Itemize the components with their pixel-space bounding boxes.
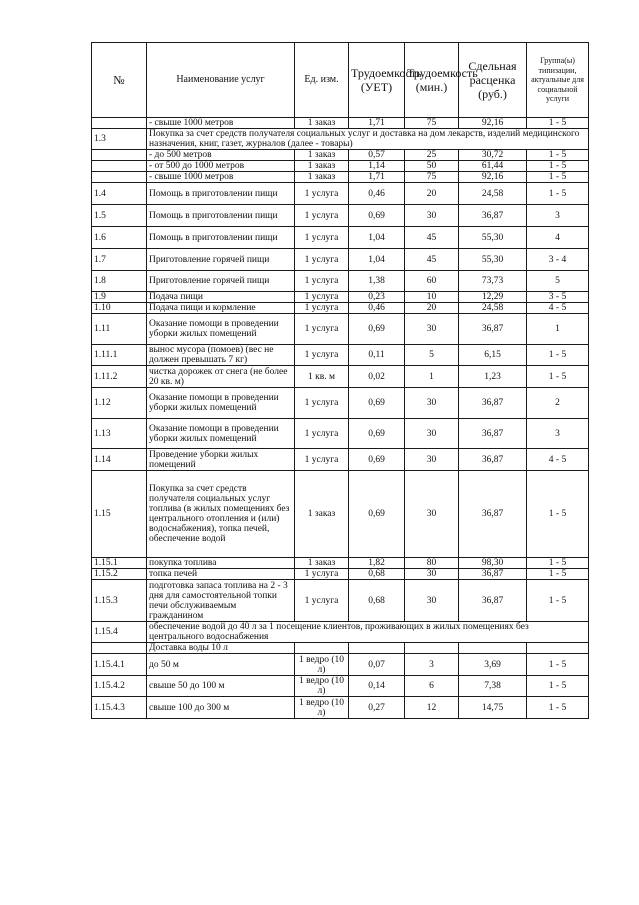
- row-unit: 1 услуга: [295, 249, 349, 271]
- row-groups: 1: [527, 314, 589, 345]
- row-service-name: Помощь в приготовлении пищи: [147, 205, 295, 227]
- row-service-name: Подача пищи и кормление: [147, 303, 295, 314]
- row-piece-rate: 14,75: [459, 697, 527, 719]
- row-service-name: - от 500 до 1000 метров: [147, 161, 295, 172]
- row-labor-uet: 0,07: [349, 654, 405, 676]
- row-service-name: Подача пищи: [147, 292, 295, 303]
- row-unit: 1 заказ: [295, 118, 349, 129]
- row-service-name: Помощь в приготовлении пищи: [147, 183, 295, 205]
- row-labor-uet: [349, 643, 405, 654]
- row-labor-uet: 0,69: [349, 471, 405, 558]
- row-groups: 1 - 5: [527, 118, 589, 129]
- table-row: [92, 580, 589, 622]
- row-labor-min: 25: [405, 150, 459, 161]
- row-piece-rate: 36,87: [459, 471, 527, 558]
- table-row: [92, 292, 589, 303]
- row-labor-uet: 1,04: [349, 249, 405, 271]
- table-row: [92, 643, 589, 654]
- table-row: [92, 129, 589, 150]
- row-labor-uet: 0,23: [349, 292, 405, 303]
- table-row: [92, 227, 589, 249]
- row-number: 1.7: [92, 249, 147, 271]
- row-unit: 1 ведро (10 л): [295, 697, 349, 719]
- row-labor-min: 12: [405, 697, 459, 719]
- row-labor-min: 75: [405, 118, 459, 129]
- row-piece-rate: 55,30: [459, 249, 527, 271]
- row-labor-uet: 1,71: [349, 118, 405, 129]
- row-groups: 1 - 5: [527, 654, 589, 676]
- row-groups: 5: [527, 271, 589, 292]
- row-groups: 1 - 5: [527, 345, 589, 366]
- row-labor-min: 30: [405, 314, 459, 345]
- row-piece-rate: 24,58: [459, 303, 527, 314]
- row-unit: 1 услуга: [295, 345, 349, 366]
- row-labor-min: 6: [405, 676, 459, 697]
- row-number: 1.12: [92, 388, 147, 419]
- row-unit: 1 услуга: [295, 227, 349, 249]
- row-groups: 1 - 5: [527, 161, 589, 172]
- table-row: [92, 558, 589, 569]
- row-groups: 1 - 5: [527, 471, 589, 558]
- row-unit: 1 заказ: [295, 471, 349, 558]
- row-groups: 1 - 5: [527, 569, 589, 580]
- row-service-name: обеспечение водой до 40 л за 1 посещение клиентов, проживающих в жилых помещениях без центрального водоснабжения: [147, 622, 589, 643]
- row-groups: 1 - 5: [527, 172, 589, 183]
- row-number: [92, 161, 147, 172]
- row-labor-min: 45: [405, 249, 459, 271]
- row-number: 1.15.4.2: [92, 676, 147, 697]
- row-labor-uet: 0,69: [349, 419, 405, 449]
- row-number: 1.3: [92, 129, 147, 150]
- row-service-name: покупка топлива: [147, 558, 295, 569]
- row-service-name: Проведение уборки жилых помещений: [147, 449, 295, 471]
- row-groups: 3: [527, 205, 589, 227]
- table-row: [92, 303, 589, 314]
- row-unit: 1 услуга: [295, 419, 349, 449]
- row-groups: 1 - 5: [527, 676, 589, 697]
- row-piece-rate: 30,72: [459, 150, 527, 161]
- row-labor-min: 75: [405, 172, 459, 183]
- row-service-name: свыше 50 до 100 м: [147, 676, 295, 697]
- row-labor-uet: 1,04: [349, 227, 405, 249]
- row-groups: 1 - 5: [527, 150, 589, 161]
- row-service-name: Доставка воды 10 л: [147, 643, 295, 654]
- table-row: [92, 622, 589, 643]
- row-service-name: до 50 м: [147, 654, 295, 676]
- row-number: [92, 118, 147, 129]
- row-number: 1.15.4: [92, 622, 147, 643]
- row-piece-rate: 55,30: [459, 227, 527, 249]
- row-service-name: - до 500 метров: [147, 150, 295, 161]
- row-labor-uet: 0,69: [349, 314, 405, 345]
- table-row: [92, 205, 589, 227]
- row-service-name: Оказание помощи в проведении уборки жилых помещений: [147, 388, 295, 419]
- row-labor-uet: 0,46: [349, 183, 405, 205]
- row-labor-min: 30: [405, 471, 459, 558]
- row-groups: 4 - 5: [527, 449, 589, 471]
- row-labor-min: 3: [405, 654, 459, 676]
- row-labor-uet: 0,69: [349, 449, 405, 471]
- row-service-name: Покупка за счет средств получателя социальных услуг и доставка на дом лекарств, изделий медицинского назначения, книг, газет, журналов (далее - товары): [147, 129, 589, 150]
- row-unit: 1 услуга: [295, 449, 349, 471]
- row-unit: 1 кв. м: [295, 366, 349, 388]
- table-row: [92, 150, 589, 161]
- row-piece-rate: 92,16: [459, 118, 527, 129]
- row-groups: 1 - 5: [527, 580, 589, 622]
- header-labor-min: Трудоемкость (мин.): [405, 43, 459, 118]
- row-labor-uet: 1,14: [349, 161, 405, 172]
- row-number: 1.14: [92, 449, 147, 471]
- row-labor-uet: 0,69: [349, 205, 405, 227]
- row-piece-rate: 6,15: [459, 345, 527, 366]
- row-labor-min: 20: [405, 183, 459, 205]
- row-piece-rate: 36,87: [459, 388, 527, 419]
- table-row: [92, 118, 589, 129]
- row-unit: 1 заказ: [295, 558, 349, 569]
- row-unit: 1 услуга: [295, 183, 349, 205]
- row-number: 1.15: [92, 471, 147, 558]
- row-piece-rate: 36,87: [459, 580, 527, 622]
- row-number: 1.8: [92, 271, 147, 292]
- row-number: 1.13: [92, 419, 147, 449]
- row-piece-rate: 24,58: [459, 183, 527, 205]
- row-number: 1.15.4.1: [92, 654, 147, 676]
- row-unit: 1 ведро (10 л): [295, 676, 349, 697]
- table-row: [92, 271, 589, 292]
- table-row: [92, 172, 589, 183]
- header-number: №: [92, 43, 147, 118]
- row-service-name: Приготовление горячей пищи: [147, 249, 295, 271]
- row-unit: 1 заказ: [295, 172, 349, 183]
- row-groups: 1 - 5: [527, 697, 589, 719]
- row-service-name: Покупка за счет средств получателя социальных услуг топлива (в жилых помещениях без центрального отопления и (или) водоснабжения), топка печей, обеспечение водой: [147, 471, 295, 558]
- header-labor-uet: Трудоемкость (УЕТ): [349, 43, 405, 118]
- row-number: [92, 643, 147, 654]
- row-piece-rate: 36,87: [459, 314, 527, 345]
- row-labor-min: 5: [405, 345, 459, 366]
- row-service-name: Приготовление горячей пищи: [147, 271, 295, 292]
- row-piece-rate: 3,69: [459, 654, 527, 676]
- row-number: 1.5: [92, 205, 147, 227]
- row-labor-min: 30: [405, 388, 459, 419]
- document-sheet: [91, 42, 588, 719]
- row-labor-uet: 0,68: [349, 580, 405, 622]
- row-unit: 1 услуга: [295, 292, 349, 303]
- row-labor-min: 1: [405, 366, 459, 388]
- row-unit: 1 заказ: [295, 161, 349, 172]
- row-groups: 2: [527, 388, 589, 419]
- row-unit: 1 услуга: [295, 205, 349, 227]
- table-header-row: [92, 43, 589, 118]
- row-labor-uet: 0,02: [349, 366, 405, 388]
- row-groups: [527, 643, 589, 654]
- table-row: [92, 345, 589, 366]
- row-service-name: топка печей: [147, 569, 295, 580]
- row-unit: 1 услуга: [295, 303, 349, 314]
- table-row: [92, 471, 589, 558]
- row-unit: 1 ведро (10 л): [295, 654, 349, 676]
- row-labor-min: 50: [405, 161, 459, 172]
- row-labor-uet: 0,69: [349, 388, 405, 419]
- row-number: [92, 172, 147, 183]
- row-labor-min: 80: [405, 558, 459, 569]
- row-number: 1.4: [92, 183, 147, 205]
- row-labor-uet: 0,68: [349, 569, 405, 580]
- row-service-name: Оказание помощи в проведении уборки жилых помещений: [147, 419, 295, 449]
- row-unit: 1 услуга: [295, 569, 349, 580]
- table-row: [92, 249, 589, 271]
- row-service-name: свыше 100 до 300 м: [147, 697, 295, 719]
- row-service-name: чистка дорожек от снега (не более 20 кв. м): [147, 366, 295, 388]
- row-piece-rate: 36,87: [459, 205, 527, 227]
- table-row: [92, 449, 589, 471]
- row-piece-rate: 92,16: [459, 172, 527, 183]
- row-service-name: Оказание помощи в проведении уборки жилых помещений: [147, 314, 295, 345]
- row-number: 1.15.3: [92, 580, 147, 622]
- header-unit: Ед. изм.: [295, 43, 349, 118]
- row-labor-min: 30: [405, 580, 459, 622]
- row-service-name: Помощь в приготовлении пищи: [147, 227, 295, 249]
- row-labor-min: 45: [405, 227, 459, 249]
- row-labor-uet: 0,11: [349, 345, 405, 366]
- row-piece-rate: 36,87: [459, 569, 527, 580]
- table-row: [92, 697, 589, 719]
- row-unit: 1 услуга: [295, 271, 349, 292]
- header-piece-rate: Сдельная расценка (руб.): [459, 43, 527, 118]
- row-labor-uet: 1,71: [349, 172, 405, 183]
- row-labor-min: 30: [405, 419, 459, 449]
- row-unit: 1 услуга: [295, 314, 349, 345]
- row-piece-rate: 1,23: [459, 366, 527, 388]
- row-groups: 1 - 5: [527, 366, 589, 388]
- row-piece-rate: 61,44: [459, 161, 527, 172]
- row-labor-min: [405, 643, 459, 654]
- row-groups: 3: [527, 419, 589, 449]
- table-row: [92, 569, 589, 580]
- row-service-name: вынос мусора (помоев) (вес не должен превышать 7 кг): [147, 345, 295, 366]
- table-row: [92, 388, 589, 419]
- table-row: [92, 676, 589, 697]
- table-row: [92, 161, 589, 172]
- header-groups: Группа(ы) типизации, актуальные для социальной услуги: [527, 43, 589, 118]
- row-number: 1.10: [92, 303, 147, 314]
- row-groups: 4: [527, 227, 589, 249]
- row-unit: [295, 643, 349, 654]
- table-row: [92, 314, 589, 345]
- row-number: 1.11.1: [92, 345, 147, 366]
- row-number: 1.11.2: [92, 366, 147, 388]
- row-number: 1.15.4.3: [92, 697, 147, 719]
- row-piece-rate: [459, 643, 527, 654]
- row-labor-min: 10: [405, 292, 459, 303]
- row-service-name: - свыше 1000 метров: [147, 172, 295, 183]
- row-labor-uet: 0,27: [349, 697, 405, 719]
- row-labor-min: 20: [405, 303, 459, 314]
- row-groups: 3 - 5: [527, 292, 589, 303]
- table-row: [92, 654, 589, 676]
- row-piece-rate: 98,30: [459, 558, 527, 569]
- row-labor-uet: 0,46: [349, 303, 405, 314]
- row-groups: 3 - 4: [527, 249, 589, 271]
- row-unit: 1 услуга: [295, 388, 349, 419]
- row-piece-rate: 36,87: [459, 419, 527, 449]
- row-piece-rate: 36,87: [459, 449, 527, 471]
- row-labor-min: 30: [405, 449, 459, 471]
- row-piece-rate: 12,29: [459, 292, 527, 303]
- header-service-name: Наименование услуг: [147, 43, 295, 118]
- row-number: 1.6: [92, 227, 147, 249]
- row-piece-rate: 7,38: [459, 676, 527, 697]
- row-service-name: - свыше 1000 метров: [147, 118, 295, 129]
- table-row: [92, 419, 589, 449]
- row-labor-min: 60: [405, 271, 459, 292]
- row-labor-uet: 1,82: [349, 558, 405, 569]
- row-groups: 1 - 5: [527, 558, 589, 569]
- row-number: 1.15.1: [92, 558, 147, 569]
- row-labor-min: 30: [405, 569, 459, 580]
- row-labor-uet: 1,38: [349, 271, 405, 292]
- table-row: [92, 183, 589, 205]
- row-number: [92, 150, 147, 161]
- row-number: 1.11: [92, 314, 147, 345]
- row-piece-rate: 73,73: [459, 271, 527, 292]
- row-unit: 1 услуга: [295, 580, 349, 622]
- row-number: 1.9: [92, 292, 147, 303]
- table-row: [92, 366, 589, 388]
- row-labor-min: 30: [405, 205, 459, 227]
- row-number: 1.15.2: [92, 569, 147, 580]
- row-service-name: подготовка запаса топлива на 2 - 3 дня для самостоятельной топки печи обслуживаемым гражданином: [147, 580, 295, 622]
- row-labor-uet: 0,14: [349, 676, 405, 697]
- row-groups: 4 - 5: [527, 303, 589, 314]
- row-unit: 1 заказ: [295, 150, 349, 161]
- row-labor-uet: 0,57: [349, 150, 405, 161]
- tariff-table: [91, 42, 589, 719]
- row-groups: 1 - 5: [527, 183, 589, 205]
